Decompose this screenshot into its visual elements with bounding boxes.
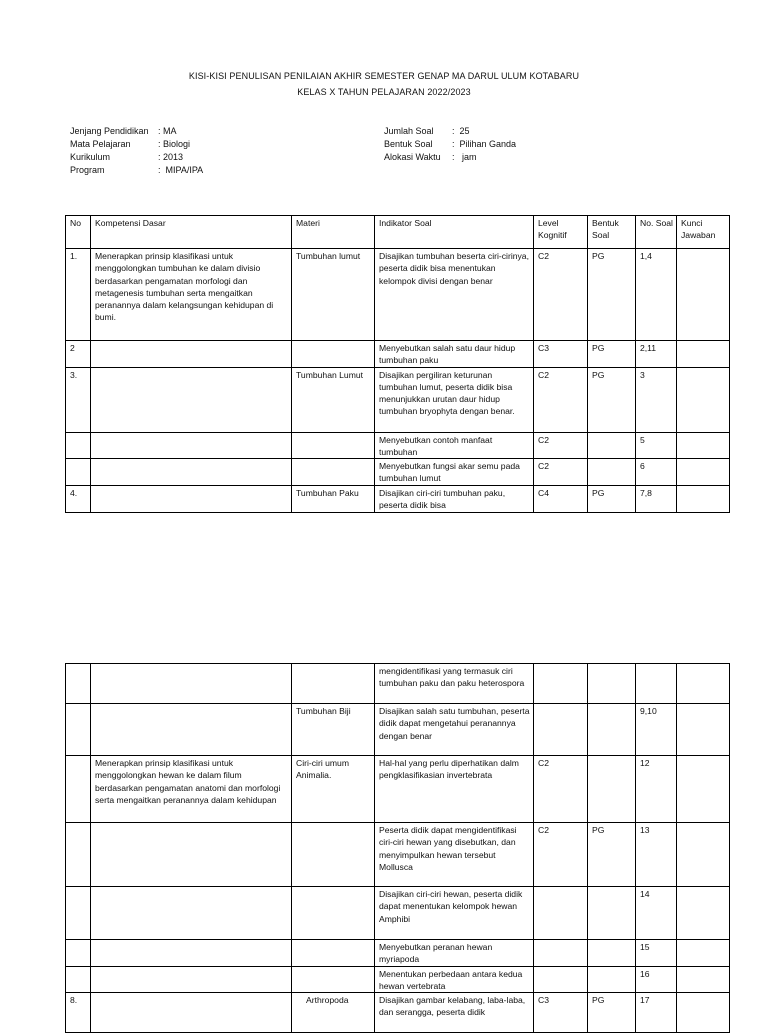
cell-indikator-soal: Disajikan tumbuhan beserta ciri-cirinya, peserta didik bisa menentukan kelompok divisi dengan benar: [375, 249, 534, 341]
meta-label: Bentuk Soal: [384, 139, 433, 149]
meta-label: Alokasi Waktu: [384, 152, 441, 162]
meta-label: Jumlah Soal: [384, 126, 434, 136]
meta-right: [384, 125, 516, 164]
cell-bentuk-soal: PG: [588, 993, 636, 1033]
cell-kompetensi-dasar: [91, 940, 292, 967]
table-row: [66, 485, 730, 512]
cell-materi: Tumbuhan Paku: [292, 485, 375, 512]
cell-no: 1.: [66, 249, 91, 341]
cell-bentuk-soal: [588, 459, 636, 486]
cell-bentuk-soal: PG: [588, 249, 636, 341]
table-row: [66, 966, 730, 993]
header-kunci-jawaban: Kunci Jawaban: [677, 216, 730, 249]
cell-indikator-soal: Disajikan gambar kelabang, laba-laba, dan serangga, peserta didik: [375, 993, 534, 1033]
cell-no-soal: 15: [636, 940, 677, 967]
cell-materi: [292, 341, 375, 368]
header-materi: Materi: [292, 216, 375, 249]
cell-indikator-soal: Disajikan pergiliran keturunan tumbuhan lumut, peserta didik bisa menunjukkan urutan daur hidup tumbuhan bryophyta dengan benar.: [375, 367, 534, 432]
cell-bentuk-soal: PG: [588, 341, 636, 368]
cell-indikator-soal: Disajikan salah satu tumbuhan, peserta didik dapat mengetahui peranannya dengan benar: [375, 704, 534, 756]
cell-level-kognitif: [534, 940, 588, 967]
cell-materi: Arthropoda: [292, 993, 375, 1033]
document-title-line1: KISI-KISI PENULISAN PENILAIAN AKHIR SEMESTER GENAP MA DARUL ULUM KOTABARU: [188, 71, 580, 81]
cell-no-soal: 7,8: [636, 485, 677, 512]
header-indikator-soal: Indikator Soal: [375, 216, 534, 249]
cell-level-kognitif: C2: [534, 367, 588, 432]
cell-no: [66, 459, 91, 486]
cell-materi: [292, 966, 375, 993]
cell-kunci-jawaban: [677, 459, 730, 486]
cell-no-soal: 2,11: [636, 341, 677, 368]
cell-level-kognitif: C4: [534, 485, 588, 512]
table-header-row: [66, 216, 730, 249]
table-row: [66, 432, 730, 459]
cell-materi: [292, 823, 375, 887]
cell-kompetensi-dasar: [91, 704, 292, 756]
cell-indikator-soal: Hal-hal yang perlu diperhatikan dalm pengklasifikasian invertebrata: [375, 756, 534, 823]
cell-kompetensi-dasar: [91, 823, 292, 887]
cell-bentuk-soal: [588, 940, 636, 967]
cell-kompetensi-dasar: [91, 459, 292, 486]
cell-bentuk-soal: [588, 664, 636, 704]
cell-materi: [292, 887, 375, 940]
page-break: [0, 545, 768, 635]
cell-kompetensi-dasar: [91, 887, 292, 940]
cell-no: [66, 823, 91, 887]
cell-materi: [292, 940, 375, 967]
cell-no: [66, 966, 91, 993]
cell-kompetensi-dasar: [91, 966, 292, 993]
meta-row: [70, 164, 203, 177]
meta-row: [70, 138, 203, 151]
meta-row: [384, 125, 516, 138]
meta-value: : Pilihan Ganda: [452, 139, 517, 149]
header-kompetensi-dasar: Kompetensi Dasar: [91, 216, 292, 249]
header-no: No: [66, 216, 91, 249]
table-row: [66, 664, 730, 704]
meta-value: : MA: [158, 126, 177, 136]
meta-left: [70, 125, 203, 177]
cell-level-kognitif: C2: [534, 756, 588, 823]
cell-no-soal: 6: [636, 459, 677, 486]
table-row: [66, 756, 730, 823]
cell-bentuk-soal: PG: [588, 485, 636, 512]
table-row: [66, 367, 730, 432]
cell-level-kognitif: C3: [534, 993, 588, 1033]
cell-no-soal: 1,4: [636, 249, 677, 341]
meta-row: [70, 151, 203, 164]
cell-kunci-jawaban: [677, 823, 730, 887]
cell-kunci-jawaban: [677, 966, 730, 993]
cell-no-soal: 14: [636, 887, 677, 940]
meta-label: Mata Pelajaran: [70, 139, 131, 149]
cell-level-kognitif: C3: [534, 341, 588, 368]
cell-no-soal: 17: [636, 993, 677, 1033]
cell-no: 2: [66, 341, 91, 368]
cell-level-kognitif: [534, 966, 588, 993]
cell-no: 8.: [66, 993, 91, 1033]
cell-no-soal: 13: [636, 823, 677, 887]
kisi-kisi-table-page2: [65, 663, 730, 1033]
cell-kompetensi-dasar: [91, 432, 292, 459]
cell-kunci-jawaban: [677, 993, 730, 1033]
table-row: [66, 993, 730, 1033]
cell-kunci-jawaban: [677, 887, 730, 940]
meta-row: [384, 151, 516, 164]
cell-no-soal: 12: [636, 756, 677, 823]
cell-materi: [292, 459, 375, 486]
cell-indikator-soal: Peserta didik dapat mengidentifikasi ciri-ciri hewan yang disebutkan, dan menyimpulkan hewan tersebut Mollusca: [375, 823, 534, 887]
cell-no-soal: [636, 664, 677, 704]
cell-no-soal: 3: [636, 367, 677, 432]
cell-kompetensi-dasar: [91, 485, 292, 512]
cell-kompetensi-dasar: [91, 367, 292, 432]
cell-indikator-soal: mengidentifikasi yang termasuk ciri tumbuhan paku dan paku heterospora: [375, 664, 534, 704]
table-row: [66, 887, 730, 940]
meta-value: : 25: [452, 126, 470, 136]
header-level-kognitif: Level Kognitif: [534, 216, 588, 249]
cell-no: [66, 887, 91, 940]
cell-bentuk-soal: PG: [588, 823, 636, 887]
table-row: [66, 940, 730, 967]
cell-indikator-soal: Menyebutkan contoh manfaat tumbuhan: [375, 432, 534, 459]
meta-row: [384, 138, 516, 151]
cell-level-kognitif: C2: [534, 823, 588, 887]
cell-no: 4.: [66, 485, 91, 512]
cell-indikator-soal: Menyebutkan fungsi akar semu pada tumbuhan lumut: [375, 459, 534, 486]
cell-indikator-soal: Menyebutkan peranan hewan myriapoda: [375, 940, 534, 967]
cell-level-kognitif: C2: [534, 459, 588, 486]
cell-level-kognitif: C2: [534, 249, 588, 341]
cell-bentuk-soal: [588, 887, 636, 940]
table-row: [66, 459, 730, 486]
table-row: [66, 341, 730, 368]
cell-materi: [292, 664, 375, 704]
cell-kunci-jawaban: [677, 664, 730, 704]
cell-kunci-jawaban: [677, 940, 730, 967]
cell-kunci-jawaban: [677, 432, 730, 459]
cell-no: [66, 664, 91, 704]
meta-label: Program: [70, 165, 105, 175]
cell-no: [66, 704, 91, 756]
meta-label: Jenjang Pendidikan: [70, 126, 149, 136]
document-title-line2: KELAS X TAHUN PELAJARAN 2022/2023: [297, 87, 471, 97]
cell-materi: [292, 432, 375, 459]
cell-kunci-jawaban: [677, 485, 730, 512]
cell-indikator-soal: Disajikan ciri-ciri tumbuhan paku, peserta didik bisa: [375, 485, 534, 512]
cell-bentuk-soal: [588, 756, 636, 823]
cell-materi: Tumbuhan Biji: [292, 704, 375, 756]
cell-kompetensi-dasar: Menerapkan prinsip klasifikasi untuk menggolongkan hewan ke dalam filum berdasarkan pengamatan anatomi dan morfologi serta mengaitkan peranannya dalam kehidupan: [91, 756, 292, 823]
kisi-kisi-table-page1: [65, 215, 730, 513]
cell-kunci-jawaban: [677, 704, 730, 756]
cell-level-kognitif: [534, 887, 588, 940]
cell-no-soal: 9,10: [636, 704, 677, 756]
cell-materi: Tumbuhan lumut: [292, 249, 375, 341]
cell-bentuk-soal: [588, 704, 636, 756]
meta-label: Kurikulum: [70, 152, 111, 162]
cell-kunci-jawaban: [677, 341, 730, 368]
meta-value: : MIPA/IPA: [158, 165, 204, 175]
meta-value: : jam: [452, 152, 477, 162]
cell-no: [66, 756, 91, 823]
cell-kunci-jawaban: [677, 249, 730, 341]
cell-level-kognitif: [534, 704, 588, 756]
cell-no-soal: 5: [636, 432, 677, 459]
header-no-soal: No. Soal: [636, 216, 677, 249]
cell-no: [66, 432, 91, 459]
cell-no: 3.: [66, 367, 91, 432]
table-row: [66, 704, 730, 756]
cell-kompetensi-dasar: Menerapkan prinsip klasifikasi untuk menggolongkan tumbuhan ke dalam divisio berdasarkan pengamatan morfologi dan metagenesis tumbuhan serta mengaitkan peranannya dalam kelangsungan kehidupan di bumi.: [91, 249, 292, 341]
meta-row: [70, 125, 203, 138]
cell-indikator-soal: Menentukan perbedaan antara kedua hewan vertebrata: [375, 966, 534, 993]
cell-materi: Ciri-ciri umum Animalia.: [292, 756, 375, 823]
cell-no: [66, 940, 91, 967]
cell-bentuk-soal: [588, 432, 636, 459]
table-row: [66, 823, 730, 887]
cell-materi: Tumbuhan Lumut: [292, 367, 375, 432]
cell-kompetensi-dasar: [91, 341, 292, 368]
cell-kunci-jawaban: [677, 367, 730, 432]
cell-bentuk-soal: [588, 966, 636, 993]
cell-indikator-soal: Menyebutkan salah satu daur hidup tumbuhan paku: [375, 341, 534, 368]
header-bentuk-soal: Bentuk Soal: [588, 216, 636, 249]
cell-indikator-soal: Disajikan ciri-ciri hewan, peserta didik dapat menentukan kelompok hewan Amphibi: [375, 887, 534, 940]
meta-value: : 2013: [158, 152, 184, 162]
cell-kompetensi-dasar: [91, 664, 292, 704]
cell-level-kognitif: C2: [534, 432, 588, 459]
meta-value: : Biologi: [158, 139, 191, 149]
cell-level-kognitif: [534, 664, 588, 704]
cell-kunci-jawaban: [677, 756, 730, 823]
cell-no-soal: 16: [636, 966, 677, 993]
cell-kompetensi-dasar: [91, 993, 292, 1033]
table-row: [66, 249, 730, 341]
cell-bentuk-soal: PG: [588, 367, 636, 432]
